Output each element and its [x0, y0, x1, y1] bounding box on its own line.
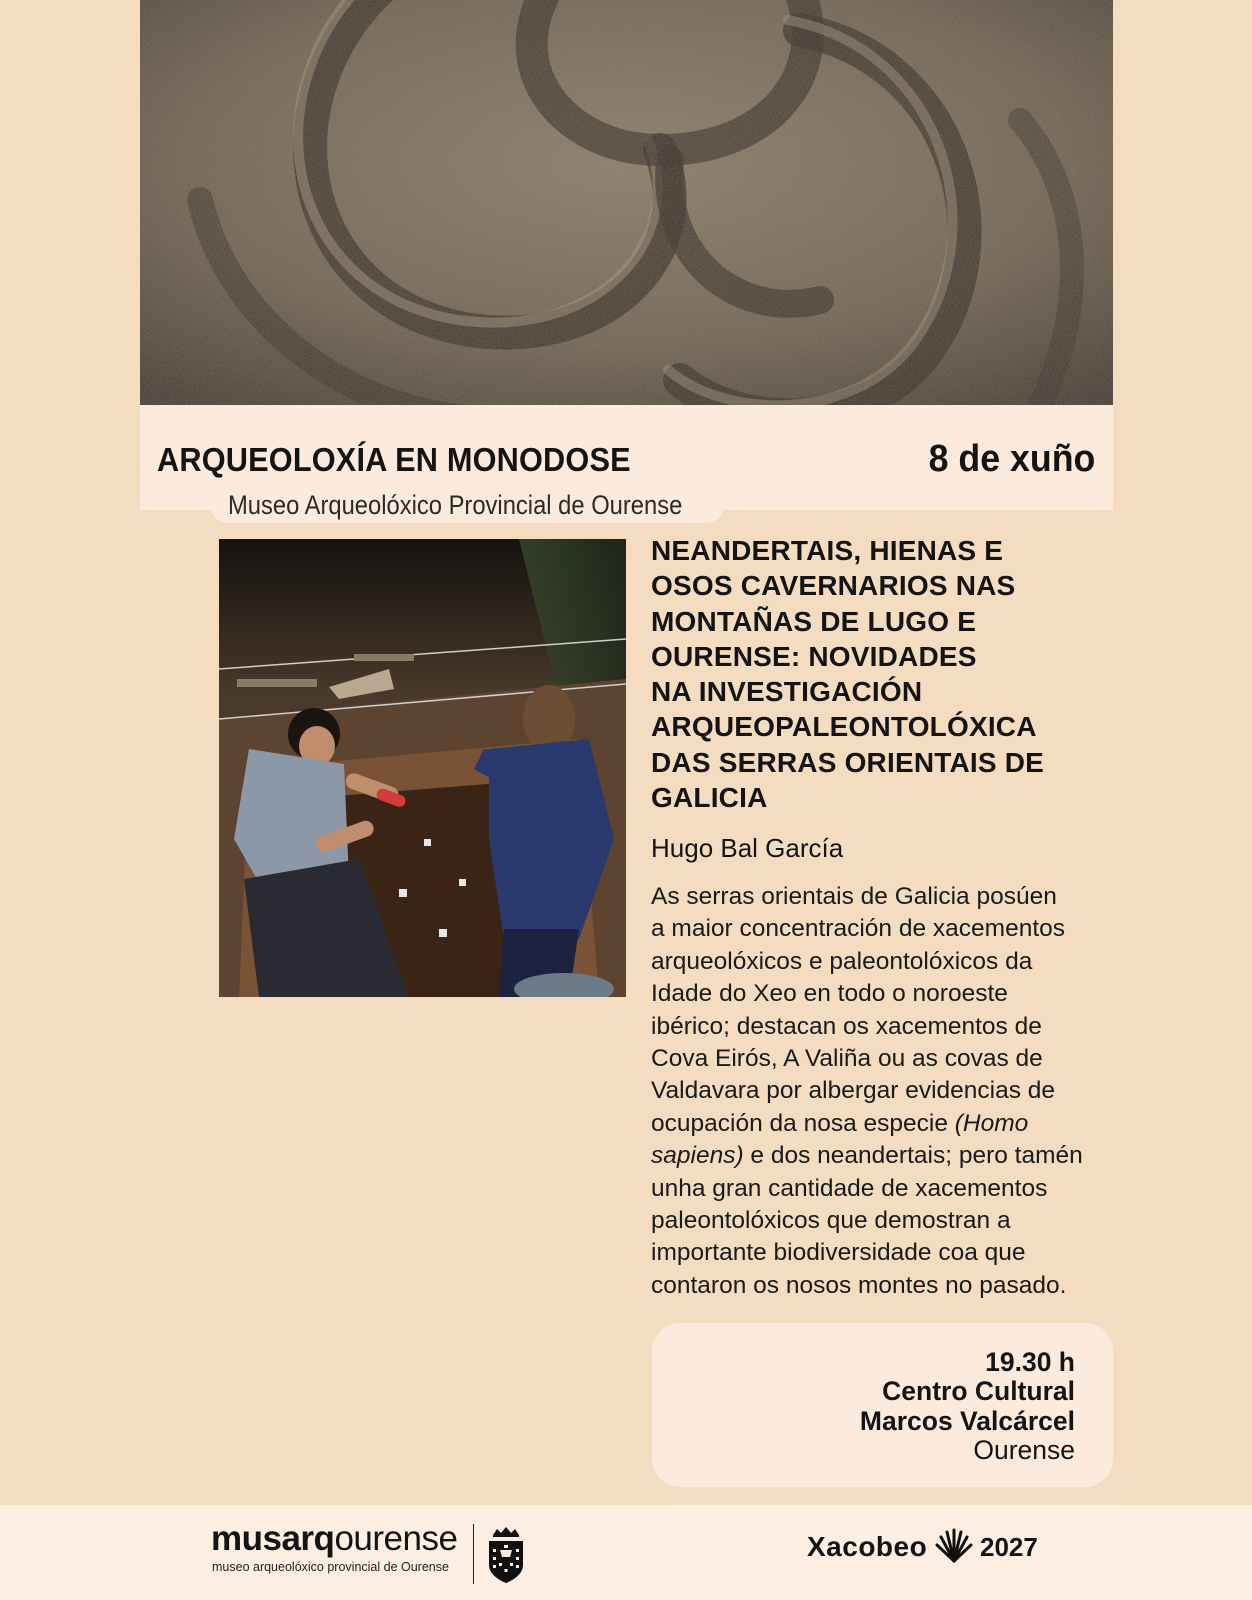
species-name: (Homo: [954, 1109, 1029, 1137]
abstract-line: Valdavara por albergar evidencias de: [651, 1077, 1056, 1105]
museum-name-pill: [210, 487, 724, 523]
talk-abstract: [651, 881, 1111, 1302]
museum-name: Museo Arqueolóxico Provincial de Ourense: [228, 490, 683, 520]
divider: [473, 1524, 474, 1584]
abstract-line: ibérico; destacan os xacementos de: [651, 1012, 1042, 1040]
carved-triskelion-icon: [140, 0, 1113, 405]
event-city: Ourense: [973, 1435, 1075, 1465]
talk-title-line: ARQUEOPALEONTOLÓXICA: [651, 711, 1037, 743]
talk-title-line: DAS SERRAS ORIENTAIS DE: [651, 746, 1045, 778]
abstract-line: a maior concentración de xacementos: [651, 915, 1065, 943]
talk-title-line: OURENSE: NOVIDADES: [651, 640, 977, 672]
talk-title-line: OSOS CAVERNARIOS NAS: [651, 570, 1016, 602]
abstract-line: Cova Eirós, A Valiña ou as covas de: [651, 1045, 1043, 1073]
series-title: ARQUEOLOXÍA EN MONODOSE: [157, 441, 631, 478]
abstract-text: ocupación da nosa especie: [651, 1109, 948, 1137]
brand-bold: musarq: [211, 1519, 335, 1558]
abstract-line: [651, 1108, 1111, 1140]
footer: [0, 1505, 1252, 1600]
scallop-shell-icon: [933, 1527, 975, 1563]
abstract-line: unha gran cantidade de xacementos: [651, 1174, 1048, 1202]
abstract-line: [651, 1140, 1111, 1172]
abstract-line: importante biodiversidade coa que: [651, 1239, 1026, 1267]
cave-excavation-icon: [219, 539, 626, 997]
event-time: 19.30 h: [985, 1347, 1075, 1377]
species-name: sapiens): [651, 1142, 744, 1170]
event-venue: Centro Cultural: [882, 1376, 1075, 1406]
event-venue: Marcos Valcárcel: [859, 1406, 1075, 1436]
talk-title-line: NEANDERTAIS, HIENAS E: [651, 535, 1004, 566]
xacobeo-logo-text: Xacobeo: [807, 1531, 928, 1562]
abstract-line: paleontolóxicos que demostran a: [651, 1207, 1011, 1235]
abstract-line: As serras orientais de Galicia posúen: [651, 883, 1057, 910]
talk-title-line: NA INVESTIGACIÓN: [651, 676, 923, 708]
talk-title: [651, 533, 1091, 815]
abstract-text: e dos neandertais; pero tamén: [750, 1142, 1083, 1170]
brand-light: ourense: [334, 1519, 458, 1558]
galicia-coat-of-arms-icon: [485, 1525, 527, 1585]
talk-title-line: MONTAÑAS DE LUGO E: [651, 605, 977, 637]
xacobeo-year: 2027: [980, 1532, 1038, 1562]
talk-title-line: GALICIA: [651, 782, 768, 814]
abstract-line: arqueolóxicos e paleontolóxicos da: [651, 947, 1033, 975]
event-date: 8 de xuño: [928, 438, 1095, 480]
abstract-line: Idade do Xeo en todo o noroeste: [651, 980, 1008, 1008]
abstract-line: contaron os nosos montes no pasado.: [651, 1271, 1067, 1299]
hero-image: [140, 0, 1113, 405]
musarq-logo: [211, 1521, 457, 1556]
event-info-card: [652, 1323, 1113, 1487]
excavation-photo: [219, 539, 626, 997]
speaker-name: Hugo Bal García: [651, 833, 844, 863]
brand-subtitle: museo arqueolóxico provincial de Ourense: [212, 1560, 449, 1574]
